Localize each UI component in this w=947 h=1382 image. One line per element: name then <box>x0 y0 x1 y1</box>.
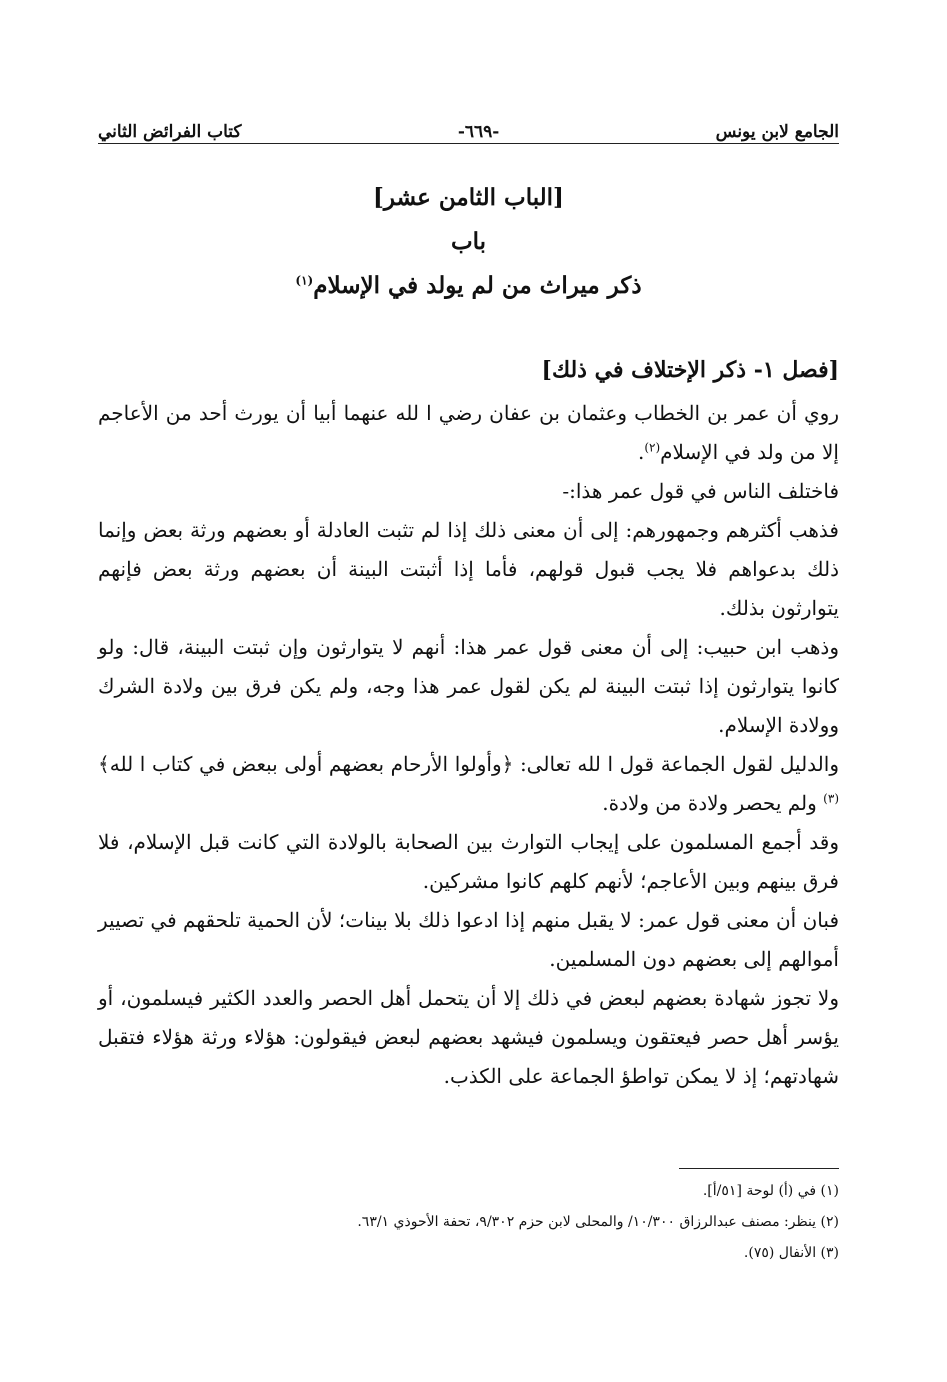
running-header <box>98 112 839 142</box>
footnote-ref-1: (١) <box>295 273 314 288</box>
page-number: -٦٦٩- <box>457 122 500 142</box>
footnote-2: (٢) ينظر: مصنف عبدالرزاق ١٠/٣٠٠/ والمحلى لابن حزم ٩/٣٠٢، تحفة الأحوذي ٦٣/١. <box>357 1214 839 1230</box>
footnotes <box>98 1176 839 1269</box>
paragraph-8: ولا تجوز شهادة بعضهم لبعض في ذلك إلا أن يتحمل أهل الحصر والعدد الكثير فيسلمون، أو يؤسر أهل حصر فيعتقون ويسلمون فيشهد بعضهم لبعض فيقولون: هؤلاء ورثة هؤلاء فتقبل شهادتهم؛ إذ لا يمكن تواطؤ الجماعة على الكذب. <box>98 986 840 1088</box>
footnote-ref-3: (٣) <box>823 791 839 806</box>
paragraph-4: وذهب ابن حبيب: إلى أن معنى قول عمر هذا: أنهم لا يتوارثون وإن ثبتت البينة، قال: ولو كانوا يتوارثون إذا ثبتت البينة لم يكن لقول عمر هذا وجه، ولم يكن فرق بين ولادة الشرك وولادة الإسلام. <box>98 635 839 737</box>
paragraph-5-text: والدليل لقول الجماعة قول ا لله تعالى: ﴿وأولوا الأرحام بعضهم أولى ببعض في كتاب ا لله﴾ <box>98 752 839 776</box>
paragraph-1-text: روي أن عمر بن الخطاب وعثمان بن عفان رضي ا لله عنهما أبيا أن يورث أحد من الأعاجم إلا من ولد في الإسلام <box>98 401 839 464</box>
paragraph-3: فذهب أكثرهم وجمهورهم: إلى أن معنى ذلك إذا لم تثبت العادلة أو بعضهم ورثة بعض وإنما ذلك بدعواهم فلا يجب قبول قولهم، فأما إذا أثبتت البينة أن بعضهم ورثة بعض فإنهم يتوارثون بذلك. <box>98 518 839 620</box>
chapter-label: [الباب الثامن عشر] <box>373 184 564 211</box>
header-section-title: كتاب الفرائض الثاني <box>98 122 242 142</box>
paragraph-1-end: . <box>637 440 645 464</box>
paragraph-6: وقد أجمع المسلمون على إيجاب التوارث بين الصحابة بالولادة التي كانت قبل الإسلام، فلا فرق بينهم وبين الأعاجم؛ لأنهم كلهم كانوا مشركين. <box>98 830 839 893</box>
footnote-divider <box>679 1168 839 1169</box>
footnote-3: (٣) الأنفال (٧٥). <box>743 1245 839 1261</box>
paragraph-7: فبان أن معنى قول عمر: لا يقبل منهم إذا ادعوا ذلك بلا بينات؛ لأن الحمية تلحقهم في تصيير أموالهم إلى بعضهم دون المسلمين. <box>98 908 839 971</box>
header-book-title: الجامع لابن يونس <box>715 122 839 142</box>
section-title: [فصل ١- ذكر الإختلاف في ذلك] <box>541 357 839 383</box>
chapter-title-text: ذكر ميراث من لم يولد في الإسلام <box>313 272 642 299</box>
paragraph-5 <box>98 745 839 823</box>
chapter-headings <box>98 176 839 308</box>
paragraph-2: فاختلف الناس في قول عمر هذا:- <box>562 479 839 503</box>
chapter-title <box>98 264 839 308</box>
footnote-1: (١) في (أ) لوحة [٥١/أ]. <box>702 1183 839 1199</box>
bab-label: باب <box>450 228 487 255</box>
paragraph-1 <box>98 394 839 472</box>
paragraph-5-end: ولم يحصر ولادة من ولادة. <box>602 791 824 815</box>
header-divider <box>98 143 839 144</box>
body-text <box>98 394 839 1096</box>
footnote-ref-2: (٢) <box>644 440 661 455</box>
